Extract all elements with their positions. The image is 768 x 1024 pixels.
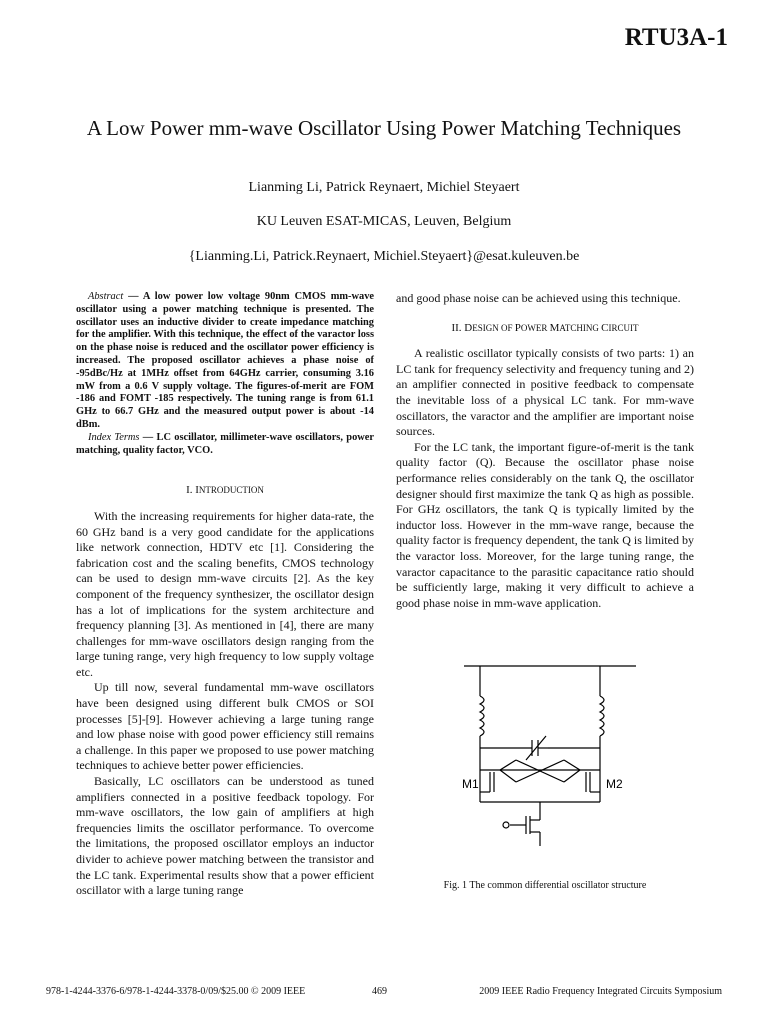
paper-title: A Low Power mm-wave Oscillator Using Power Matching Techniques <box>86 116 682 140</box>
affiliation: KU Leuven ESAT-MICAS, Leuven, Belgium <box>256 214 512 229</box>
footer-venue: 2009 IEEE Radio Frequency Integrated Circuits Symposium <box>479 986 722 997</box>
m2-label: M2 <box>606 777 623 791</box>
abstract <box>76 291 374 432</box>
left-column <box>76 291 374 899</box>
index-terms-text: — LC oscillator, millimeter-wave oscillators, power matching, quality factor, VCO. <box>76 431 374 456</box>
right-column <box>396 291 694 611</box>
design-paragraph: A realistic oscillator typically consists of two parts: 1) an LC tank for frequency selectivity and frequency tuning and 2) an amplifier connected in positive feedback to compensate the inevitable loss of a physical LC tank. For mm-wave oscillators, the varactor and the amplifier are important noise sources. <box>396 346 694 439</box>
intro-paragraph: Up till now, several fundamental mm-wave oscillators have been designed using different bulk CMOS or SOI processes [5]-[9]. However achieving a large tuning range and low phase noise with good power efficiency still remains a challenge. In this paper we proposed to use power matching techniques to achieve better power efficiencies. <box>76 680 374 773</box>
intro-paragraph: Basically, LC oscillators can be understood as tuned amplifiers connected in a positive feedback topology. For mm-wave oscillators, the low gain of amplifiers at high frequencies limits the oscillator performance. To overcome the limitations, the proposed oscillator employs an inductor divider to achieve power matching between the transistor and the LC tank. Experimental results show that a power efficient oscillator with a large tuning range <box>76 774 374 898</box>
authors: Lianming Li, Patrick Reynaert, Michiel Steyaert <box>248 180 520 195</box>
right-continuation: and good phase noise can be achieved using this technique. <box>396 291 681 305</box>
design-paragraph: For the LC tank, the important figure-of-merit is the tank quality factor (Q). Because the oscillator phase noise performance relies considerably on the tank Q, the oscillator designer should first maximize the tank Q as high as possible. For GHz oscillators, the tank Q is typically limited by the inductor loss. However in the mm-wave range, because the quality factor is frequency dependent, the tank Q is limited by the varactor loss. Moreover, for the large tuning range, the varactor capacitance to the parasitic capacitance ratio should be sufficiently large, making it very difficult to achieve a good phase noise in mm-wave application. <box>396 439 694 610</box>
emails: {Lianming.Li, Patrick.Reynaert, Michiel.Steyaert}@esat.kuleuven.be <box>188 249 580 264</box>
abstract-text: — A low power low voltage 90nm CMOS mm-wave oscillator using a power matching technique is presented. The oscillator uses an inductive divider to create impedance matching for the amplifier. With this technique, the effect of the varactor loss on the phase noise is reduced and the oscillator power efficiency is increased. The proposed oscillator achieves a phase noise of -95dBc/Hz at 1MHz offset from 64GHz carrier, consuming 3.16 mW from a 0.6 V supply voltage. The figures-of-merit are FOM -186 and FOMT -185 respectively. The tuning range is from 61.1 GHz to 66.7 GHz and the measured output power is about -14 dBm. <box>76 291 374 430</box>
abstract-label: Abstract <box>88 291 124 302</box>
section-heading-intro: I. INTRODUCTION <box>186 484 264 497</box>
index-terms-label: Index Terms <box>88 431 140 443</box>
footer-copyright: 978-1-4244-3376-6/978-1-4244-3378-0/09/$25.00 © 2009 IEEE <box>46 986 306 997</box>
paper-code: RTU3A-1 <box>624 24 728 51</box>
index-terms <box>76 432 374 458</box>
oscillator-schematic <box>460 660 640 850</box>
section-heading-design: II. DESIGN OF POWER MATCHING CIRCUIT <box>451 321 639 334</box>
page-number: 469 <box>372 986 387 997</box>
m1-label: M1 <box>462 777 479 791</box>
intro-paragraph: With the increasing requirements for higher data-rate, the 60 GHz band is a very good candidate for the applications like network connection, HDTV etc [1]. Considering the fabrication cost and the scaling benefits, CMOS technology can be used to design mm-wave circuits [2]. As the key component of the frequency synthesizer, the oscillator design has a lot of implications for the system architecture and frequency planning [3]. As mentioned in [4], there are many challenges for mm-wave oscillators design ranging from the large tuning range, very high frequency to low supply voltage etc. <box>76 508 374 679</box>
figure-caption: Fig. 1 The common differential oscillator structure <box>443 880 647 891</box>
